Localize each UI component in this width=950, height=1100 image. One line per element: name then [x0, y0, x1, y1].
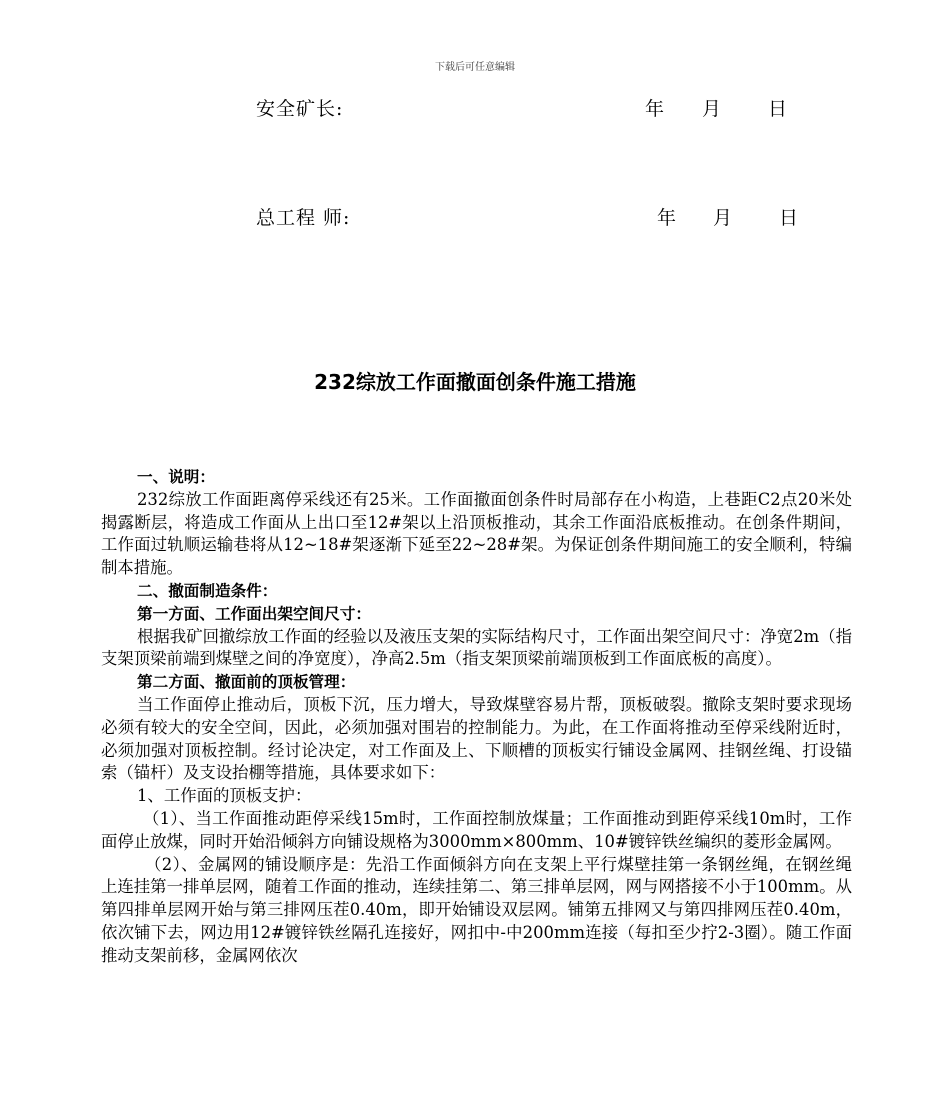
subsection-heading: 第二方面、撤面前的顶板管理： — [137, 673, 356, 692]
signature-row-chief-engineer — [256, 203, 816, 229]
date-month: 月 — [702, 98, 723, 120]
subsection-heading: 第一方面、工作面出架空间尺寸： — [137, 604, 371, 623]
list-item: （2）、金属网的铺设顺序是：先沿工作面倾斜方向在支架上平行煤壁挂第一条钢丝绳，在钢丝绳上连挂第一排单层网，随着工作面的推动，连续挂第二、第三排单层网，网与网搭接不小于100mm。从第四排单层网开始与第三排网压茬0.40m，即开始铺设双层网。铺第五排网又与第四排网压茬0.40m，依次铺下去，网边用12#镀锌铁丝隔孔连接好，网扣中-中200mm连接（每扣至少拧2-3圈）。随工作面推动支架前移，金属网依次 — [101, 854, 852, 965]
date-day: 日 — [779, 207, 800, 229]
signature-label: 安全矿长: — [256, 98, 344, 120]
document-title: 232综放工作面撤面创条件施工措施 — [314, 370, 636, 394]
header-note: 下载后可任意编辑 — [435, 62, 515, 73]
date-year: 年 — [657, 207, 678, 229]
list-item: （1）、当工作面推动距停采线15m时，工作面控制放煤量；工作面推动到距停采线10m时，工作面停止放煤，同时开始沿倾斜方向铺设规格为3000mm×800mm、10#镀锌铁丝编织的菱形金属网。 — [101, 808, 852, 851]
paragraph: 232综放工作面距离停采线还有25米。工作面撤面创条件时局部存在小构造，上巷距C2点20米处揭露断层，将造成工作面从上出口至12#架以上沿顶板推动，其余工作面沿底板推动。在创条件期间，工作面过轨顺运输巷将从12~18#架逐渐下延至22~28#架。为保证创条件期间施工的安全顺利，特编制本措施。 — [101, 489, 852, 578]
signature-label: 总工程 师: — [256, 207, 351, 229]
list-item-heading: 1、工作面的顶板支护： — [137, 786, 312, 806]
paragraph: 当工作面停止推动后，顶板下沉，压力增大，导致煤壁容易片帮，顶板破裂。撤除支架时要求现场必须有较大的安全空间，因此，必须加强对围岩的控制能力。为此，在工作面将推动至停采线附近时，必须加强对顶板控制。经讨论决定，对工作面及上、下顺槽的顶板实行铺设金属网、挂钢丝绳、打设锚索（锚杆）及支设抬棚等措施，具体要求如下： — [101, 694, 852, 783]
section-heading: 一、说明： — [137, 468, 215, 486]
date-day: 日 — [768, 98, 789, 120]
date-year: 年 — [645, 98, 666, 120]
section-heading: 二、撤面制造条件： — [137, 581, 278, 600]
paragraph: 根据我矿回撤综放工作面的经验以及液压支架的实际结构尺寸，工作面出架空间尺寸：净宽2m（指支架顶梁前端到煤壁之间的净宽度），净高2.5m（指支架顶梁前端顶板到工作面底板的高度）。 — [101, 626, 852, 669]
date-month: 月 — [713, 207, 734, 229]
document-body — [101, 466, 852, 968]
signature-row-safety-chief — [256, 94, 816, 120]
